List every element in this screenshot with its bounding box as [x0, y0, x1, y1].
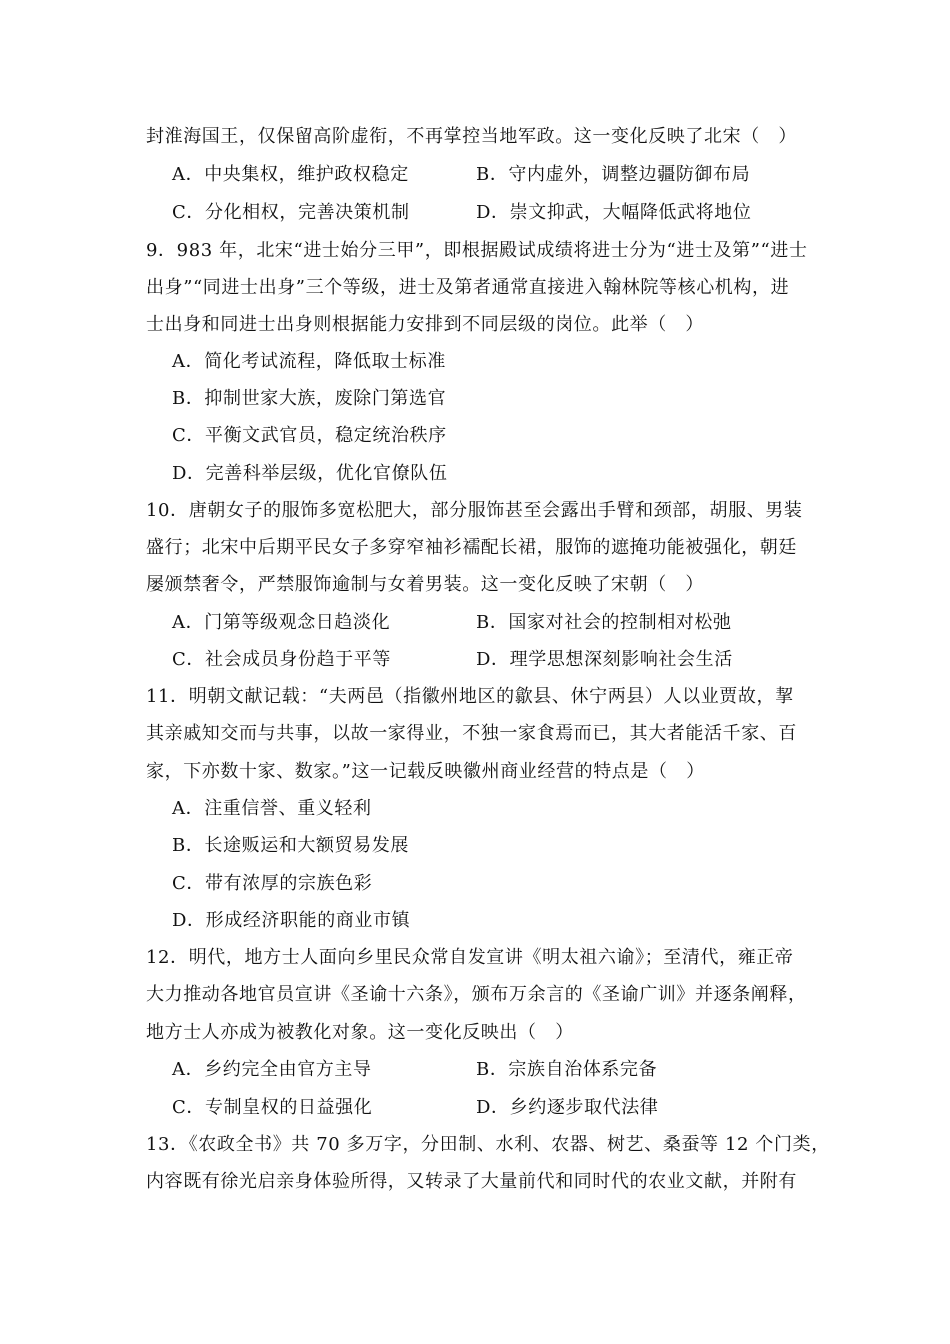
- q10-stem-line-2: 盛行；北宋中后期平民女子多穿窄袖衫襦配长裙，服饰的遮掩功能被强化，朝廷: [146, 537, 797, 558]
- q12-option-b: B．宗族自治体系完备: [476, 1059, 658, 1080]
- q10-stem-line-1: 10．唐朝女子的服饰多宽松肥大，部分服饰甚至会露出手臂和颈部，胡服、男装: [146, 500, 803, 521]
- q11-option-c: C．带有浓厚的宗族色彩: [172, 873, 373, 894]
- q9-option-b: B．抑制世家大族，废除门第选官: [172, 388, 447, 409]
- q10-stem-line-3: 屡颁禁奢令，严禁服饰逾制与女着男装。这一变化反映了宋朝（ ）: [146, 574, 704, 595]
- q11-stem-line-3: 家，下亦数十家、数家。”这一记载反映徽州商业经营的特点是（ ）: [146, 761, 705, 782]
- q8-option-a: A．中央集权，维护政权稳定: [172, 164, 409, 185]
- q8-option-b: B．守内虚外，调整边疆防御布局: [476, 164, 751, 185]
- q9-stem-line-1: 9．983 年，北宋“进士始分三甲”，即根据殿试成绩将进士分为“进士及第”“进士: [146, 240, 808, 261]
- q8-stem-tail: 封淮海国王，仅保留高阶虚衔，不再掌控当地军政。这一变化反映了北宋（ ）: [146, 126, 797, 147]
- q8-option-d: D．崇文抑武，大幅降低武将地位: [476, 202, 752, 223]
- q10-option-c: C．社会成员身份趋于平等: [172, 649, 391, 670]
- q9-stem-line-3: 士出身和同进士出身则根据能力安排到不同层级的岗位。此举（ ）: [146, 314, 704, 335]
- q12-option-d: D．乡约逐步取代法律: [476, 1097, 659, 1118]
- q13-stem-line-2: 内容既有徐光启亲身体验所得，又转录了大量前代和同时代的农业文献，并附有: [146, 1171, 797, 1192]
- q12-stem-line-3: 地方士人亦成为被教化对象。这一变化反映出（ ）: [146, 1022, 574, 1043]
- q11-stem-line-1: 11．明朝文献记载：“夫两邑（指徽州地区的歙县、休宁两县）人以业贾故，挈: [146, 686, 794, 707]
- q11-option-a: A．注重信誉、重义轻利: [172, 798, 372, 819]
- q10-option-d: D．理学思想深刻影响社会生活: [476, 649, 733, 670]
- q9-stem-line-2: 出身”“同进士出身”三个等级，进士及第者通常直接进入翰林院等核心机构，进: [146, 277, 790, 298]
- q12-option-a: A．乡约完全由官方主导: [172, 1059, 372, 1080]
- q12-stem-line-1: 12．明代，地方士人面向乡里民众常自发宣讲《明太祖六谕》；至清代，雍正帝: [146, 947, 794, 968]
- q12-stem-line-2: 大力推动各地官员宣讲《圣谕十六条》，颁布万余言的《圣谕广训》并逐条阐释，: [146, 984, 807, 1005]
- q9-option-d: D．完善科举层级，优化官僚队伍: [172, 463, 448, 484]
- q8-option-c: C．分化相权，完善决策机制: [172, 202, 410, 223]
- q10-option-a: A．门第等级观念日趋淡化: [172, 612, 391, 633]
- q9-option-c: C．平衡文武官员，稳定统治秩序: [172, 425, 447, 446]
- q13-stem-line-1: 13．《农政全书》共 70 多万字，分田制、水利、农器、树艺、桑蚕等 12 个门类，: [146, 1134, 830, 1155]
- q11-stem-line-2: 其亲戚知交而与共事，以故一家得业，不独一家食焉而已，其大者能活千家、百: [146, 723, 797, 744]
- q10-option-b: B．国家对社会的控制相对松弛: [476, 612, 732, 633]
- q11-option-b: B．长途贩运和大额贸易发展: [172, 835, 410, 856]
- q12-option-c: C．专制皇权的日益强化: [172, 1097, 373, 1118]
- q9-option-a: A．简化考试流程，降低取士标准: [172, 351, 446, 372]
- q11-option-d: D．形成经济职能的商业市镇: [172, 910, 411, 931]
